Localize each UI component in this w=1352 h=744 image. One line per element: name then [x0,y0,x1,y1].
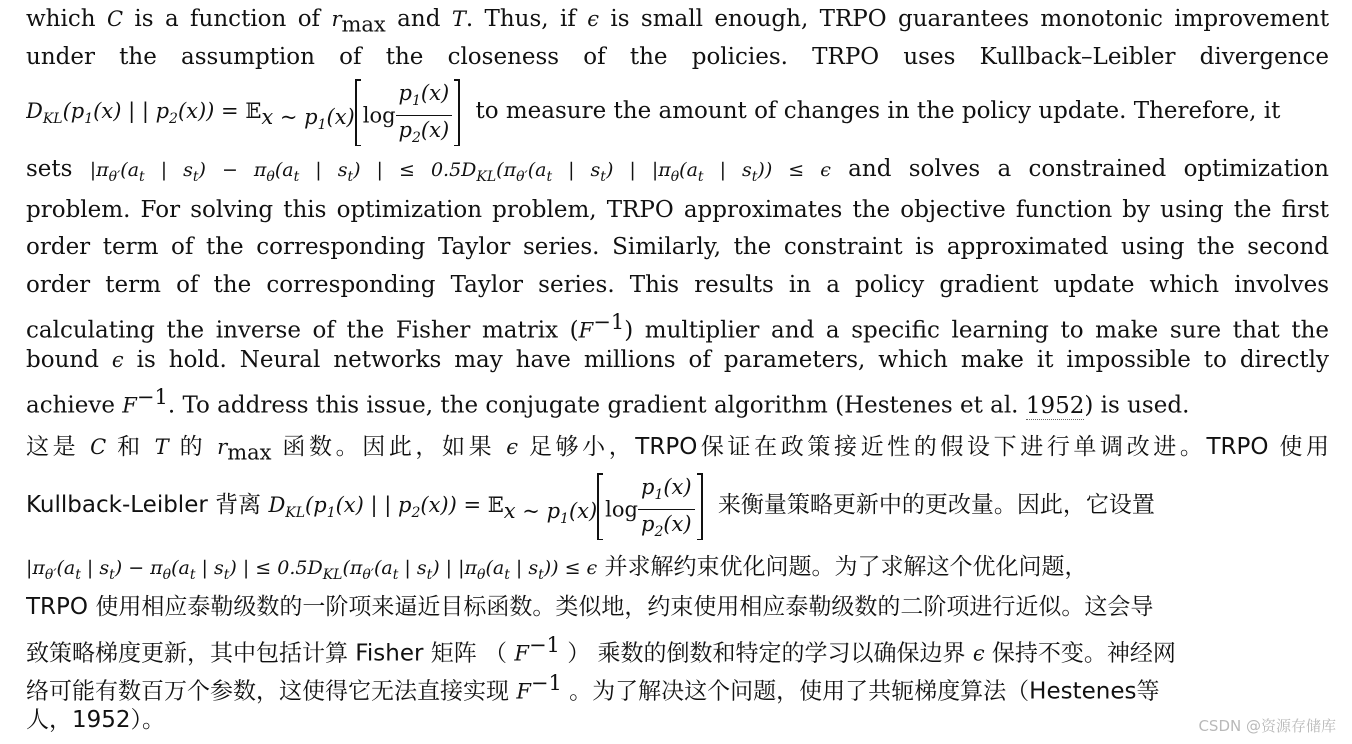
zh-line-7: 人，1952）。 [26,707,166,733]
en-line-2: under the assumption of the closeness of the policies. TRPO uses Kullback–Leibler divergence [26,44,1329,70]
zh-line-2-kl-formula: Kullback-Leibler 背离 $D_{KL}(p_1(x)$ | | $p_2(x)$) = 𝔼$_{x \sim p_1(x)}$ log $\frac{p_1(x)}{p_2(x)}$ 来衡量策略更新中的更改量。因此，它设置 [26,474,1155,540]
zh-line-4: TRPO 使用相应泰勒级数的一阶项来逼近目标函数。类似地，约束使用相应泰勒级数的二阶项进行近似。这会导 [26,594,1154,620]
zh-line-6: 络可能有数百万个参数，这使得它无法直接实现 $F^{-1}$ 。为了解决这个问题，使用了共轭梯度算法（Hestenes等 [26,671,1160,705]
kl-bracket: log $\frac{p_1(x)}{p_2(x)}$ [355,79,460,145]
en-line-1: which C is a function of $r_{max}$ and T. Thus, if ϵ is small enough, TRPO guarantees monotonic improvement [26,6,1329,37]
en-line-4-constraint: sets $|\pi_{\theta'}(a_t$ | $s_t) - \pi_\theta(a_t$ | $s_t$) | ≤ $0.5D_{KL}(\pi_{\theta'}(a_t$ | $s_t$) | $|\pi_\theta(a_t$ | $s_t)) \le \epsilon$ and solves a constrained optimization [26,156,1329,185]
zh-line-5: 致策略梯度更新，其中包括计算 Fisher 矩阵 （ $F^{-1}$ ） 乘数的倒数和特定的学习以确保边界 ϵ 保持不变。神经网 [26,633,1176,667]
en-line-9: bound ϵ is hold. Neural networks may have millions of parameters, which make it impossible to directly [26,347,1329,373]
en-line-3-kl-formula: $D_{KL}(p_1(x)$ | | $p_2(x)$) = 𝔼$_{x \sim p_1(x)}$ log $\frac{p_1(x)}{p_2(x)}$ to measure the amount of changes in the policy update. Therefore, it [26,81,1281,146]
en-line-10: achieve $F^{-1}$. To address this issue, the conjugate gradient algorithm (Hestenes et al. 1952) is used. [26,385,1190,419]
citation-link-1952[interactable]: 1952 [1025,392,1085,419]
en-line-6: order term of the corresponding Taylor series. Similarly, the constraint is approximated using the second [26,234,1329,260]
en-line-7: order term of the corresponding Taylor series. This results in a policy gradient update which involves [26,272,1329,298]
zh-line-3-constraint: $|\pi_{\theta'}(a_t$ | $s_t) - \pi_\theta(a_t$ | $s_t$) | ≤ $0.5D_{KL}(\pi_{\theta'}(a_t$ | $s_t$) | $|\pi_\theta(a_t$ | $s_t)) \le \epsilon$ 并求解约束优化问题。为了求解这个优化问题， [26,554,1088,583]
watermark: CSDN @资源存储库 [1198,717,1336,735]
en-line-5: problem. For solving this optimization problem, TRPO approximates the objective function by using the first [26,197,1329,223]
kl-bracket-zh: log $\frac{p_1(x)}{p_2(x)}$ [597,473,702,539]
zh-line-1: 这是 C 和 T 的 $r_{max}$ 函数。因此，如果 ϵ 足够小，TRPO保证在政策接近性的假设下进行单调改进。TRPO 使用 [26,434,1329,465]
en-line-8: calculating the inverse of the Fisher matrix $(F^{-1})$ multiplier and a specific learning to make sure that the [26,310,1329,344]
